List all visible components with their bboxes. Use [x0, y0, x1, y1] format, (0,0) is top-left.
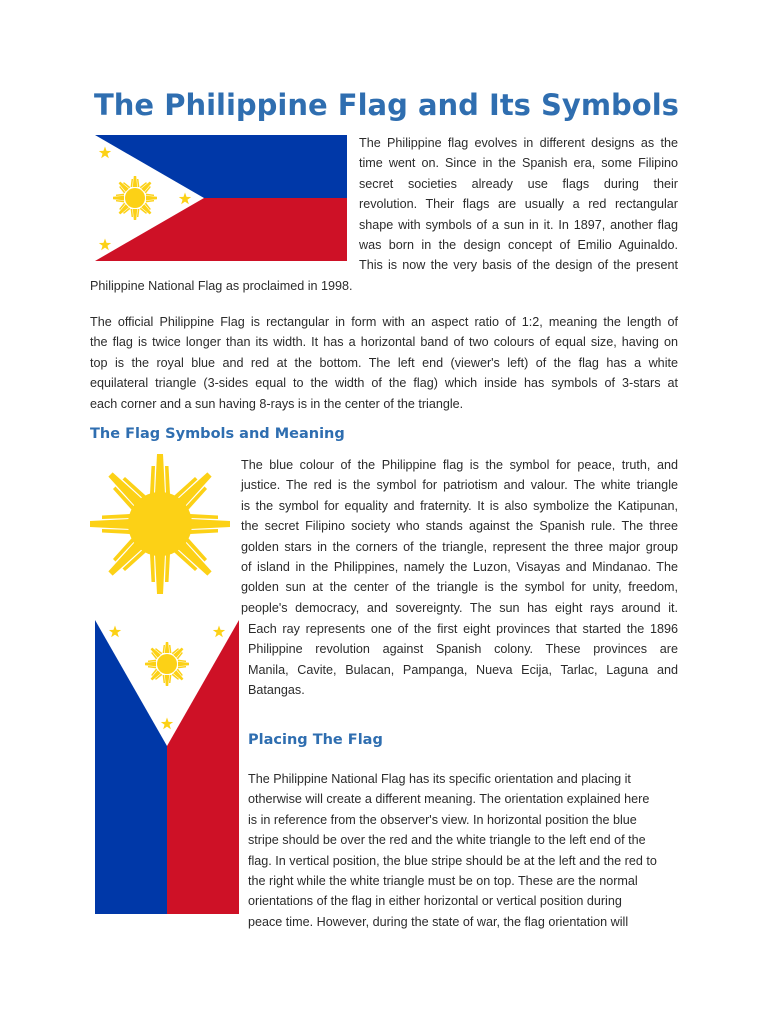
intro-line: time went on. Since in the Spanish era, some Filipino: [359, 156, 678, 171]
placing-line: orientations of the flag in either horizontal or vertical position during: [248, 894, 622, 909]
symbols-line: of island in the Philippines, namely the Luzon, Visayas and Mindanao. The: [241, 560, 678, 575]
section-heading-placing: Placing The Flag: [248, 732, 383, 748]
sun-icon: [145, 642, 189, 686]
symbols-line: is the symbol for equality and fraternity. It is also symbolize the Katipunan,: [241, 498, 678, 513]
symbols-line: Philippine revolution against Spanish colony. These provinces are: [248, 642, 678, 657]
symbols-line: The blue colour of the Philippine flag is the symbol for peace, truth, and: [241, 458, 678, 472]
placing-line: peace time. However, during the state of war, the flag orientation will: [248, 914, 629, 929]
symbols-line: people's democracy, and sovereignty. The sun has eight rays around it.: [241, 600, 678, 615]
intro-line: The Philippine flag evolves in different designs as the: [359, 136, 678, 150]
official-line: equilateral triangle (3-sides equal to the width of the flag) which inside has symbols of 3-stars at: [90, 376, 678, 391]
intro-line: was born in the design concept of Emilio Aguinaldo.: [359, 238, 678, 253]
symbols-line: golden stars in the corners of the triangle, represent the three major group: [241, 539, 678, 554]
official-flag-paragraph: [90, 312, 678, 414]
placing-line: flag. In vertical position, the blue stripe should be at the left and the red to: [248, 853, 657, 868]
placing-line: stripe should be over the red and the white triangle to the left end of the: [248, 833, 646, 848]
intro-line: revolution. Their flags are usually a red rectangular: [359, 197, 678, 212]
symbols-line: Each ray represents one of the first eight provinces that started the 1896: [248, 622, 678, 636]
official-line: The official Philippine Flag is rectangular in form with an aspect ratio of 1:2, meaning the length of: [90, 315, 678, 329]
official-line: the flag is twice longer than its width. It has a horizontal band of two colours of equal size, having on: [90, 335, 678, 350]
vertical-flag-image: [95, 620, 239, 914]
intro-line: This is now the very basis of the design of the present: [359, 258, 678, 273]
symbols-line: the secret Filipino society who stands against the Spanish rule. The three: [241, 519, 678, 534]
placing-line: The Philippine National Flag has its specific orientation and placing it: [248, 772, 631, 786]
symbols-line: Batangas.: [248, 683, 305, 698]
intro-line: shape with symbols of a sun in it. In 1897, another flag: [359, 217, 678, 232]
symbols-line: justice. The red is the symbol for patriotism and valour. The white triangle: [241, 478, 678, 493]
symbols-line: Manila, Cavite, Bulacan, Pampanga, Nueva Ecija, Tarlac, Laguna and: [248, 662, 678, 677]
intro-line: secret societies already use flags during their: [359, 176, 678, 191]
placing-paragraph: [248, 769, 678, 932]
placing-line: the right while the white triangle must be on top. These are the normal: [248, 874, 638, 889]
symbols-paragraph: [241, 455, 678, 618]
official-line: top is the royal blue and red at the bottom. The left end (viewer's left) of the flag has a white: [90, 355, 678, 370]
intro-paragraph: [359, 133, 678, 276]
page-title: The Philippine Flag and Its Symbols: [94, 88, 679, 122]
sun-icon: [113, 176, 157, 220]
intro-paragraph-end: [90, 276, 678, 296]
symbols-paragraph-continued: [248, 619, 678, 701]
intro-line: Philippine National Flag as proclaimed in 1998.: [90, 279, 353, 293]
placing-line: otherwise will create a different meaning. The orientation explained here: [248, 792, 650, 807]
section-heading-symbols: The Flag Symbols and Meaning: [90, 426, 345, 442]
placing-line: is in reference from the observer's view. In horizontal position the blue: [248, 812, 637, 827]
horizontal-flag-image: [95, 135, 347, 261]
sun-symbol-image: [88, 452, 232, 596]
symbols-line: golden sun at the center of the triangle is the symbol for unity, freedom,: [241, 580, 678, 595]
official-line: each corner and a sun having 8-rays is in the center of the triangle.: [90, 396, 464, 411]
